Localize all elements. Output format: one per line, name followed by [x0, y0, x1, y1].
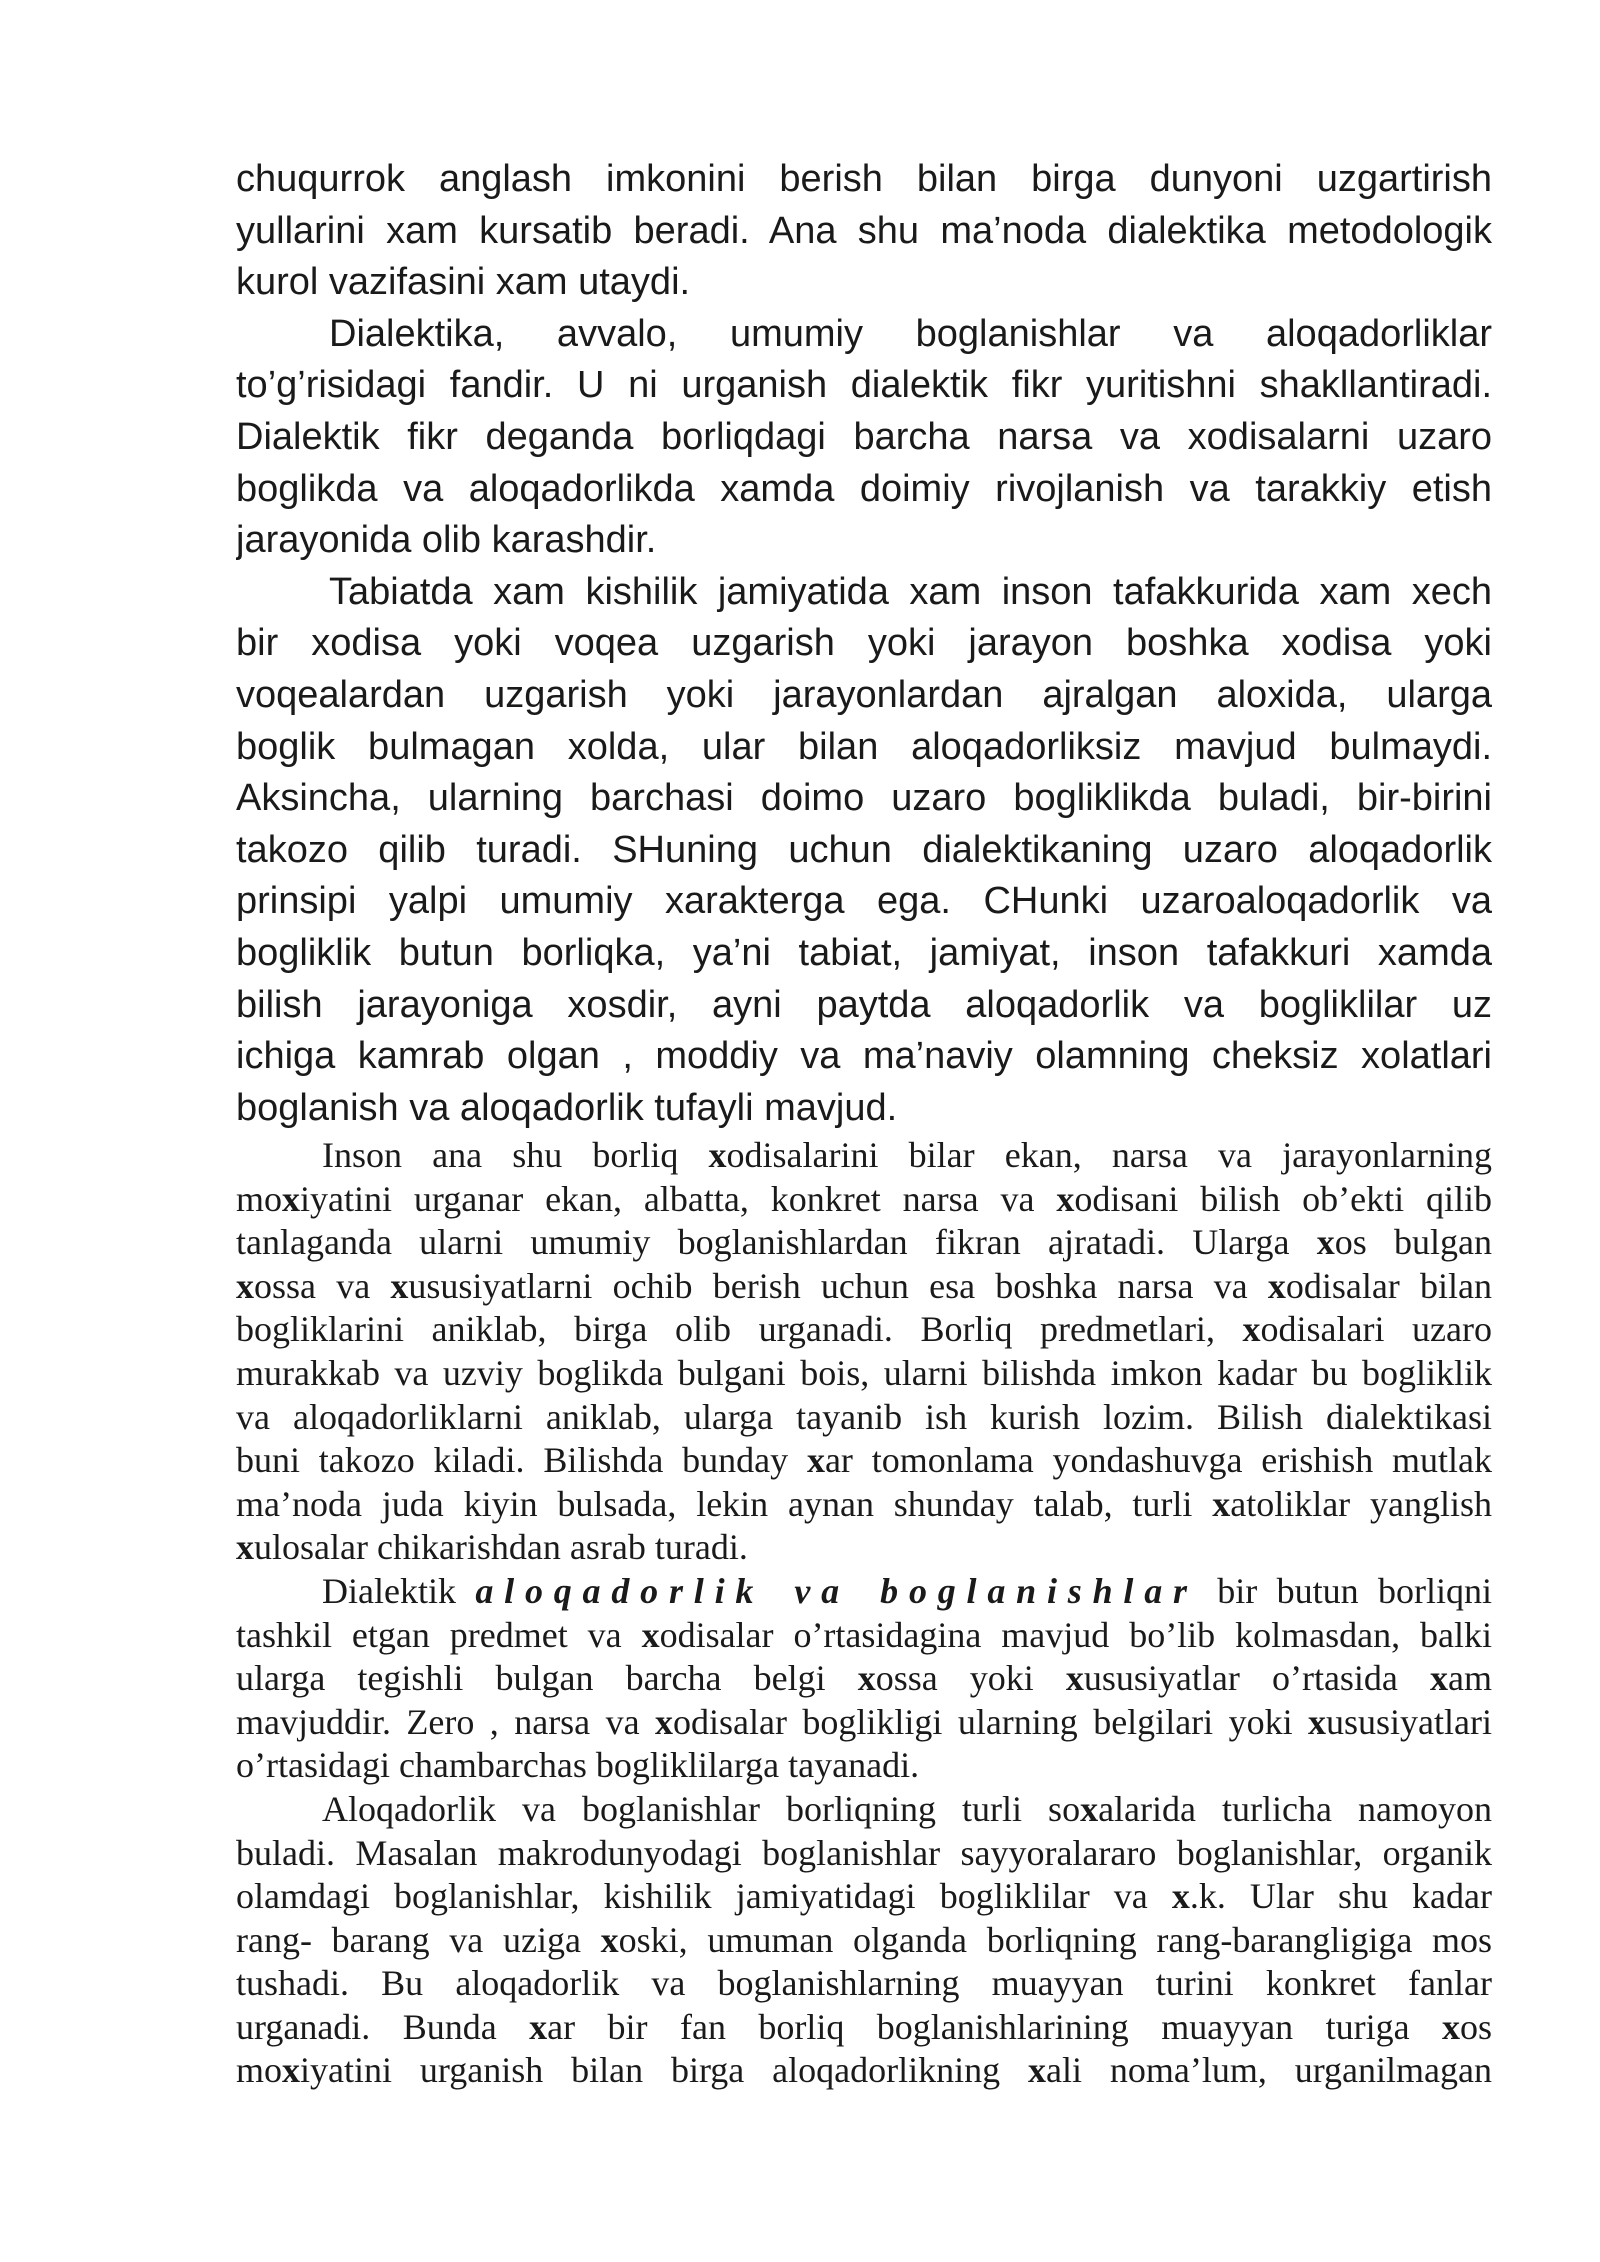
bold-letter: x — [857, 1658, 876, 1699]
text-line: moxiyatini urganish bilan birga aloqadorlikning xali noma’lum, urganilmagan — [236, 2050, 1492, 2091]
paragraph — [236, 567, 1492, 1135]
text-line: ichiga kamrab olgan , moddiy va ma’naviy olamning cheksiz xolatlari — [236, 1035, 1492, 1078]
text-line: Dialektik aloqadorlik va boglanishlar bir butun borliqni — [322, 1570, 1492, 1611]
bold-letter: x — [1316, 1222, 1335, 1263]
emphasized-term: aloqadorlik va boglanishlar — [475, 1570, 1198, 1611]
bold-letter: x — [1056, 1178, 1075, 1219]
text-line: Tabiatda xam kishilik jamiyatida xam inson tafakkurida xam xech — [329, 570, 1492, 613]
text-block-upper — [236, 154, 1492, 1134]
text-line: bilish jarayoniga xosdir, ayni paytda aloqadorlik va bogliklilar uz — [236, 983, 1492, 1026]
text-line: Inson ana shu borliq xodisalarini bilar ekan, narsa va jarayonlarning — [322, 1135, 1492, 1175]
paragraph — [236, 309, 1492, 567]
paragraph — [236, 1788, 1492, 2093]
bold-letter: x — [282, 2050, 301, 2091]
paragraph — [236, 1570, 1492, 1788]
text-line: yullarini xam kursatib beradi. Ana shu ma’noda dialektika metodologik — [236, 209, 1492, 252]
text-line: Dialektik fikr deganda borliqdagi barcha narsa va xodisalarni uzaro — [236, 415, 1492, 458]
text-line: ularga tegishli bulgan barcha belgi xossa yoki xususiyatlar o’rtasida xam — [236, 1658, 1492, 1699]
text-line: prinsipi yalpi umumiy xarakterga ega. CHunki uzaroaloqadorlik va — [236, 880, 1492, 923]
text-line: tushadi. Bu aloqadorlik va boglanishlarning muayyan turini konkret fanlar — [236, 1963, 1492, 2004]
text-line: buni takozo kiladi. Bilishda bunday xar tomonlama yondashuvga erishish mutlak — [236, 1440, 1492, 1481]
bold-letter: x — [1080, 1788, 1099, 1829]
text-line: tashkil etgan predmet va xodisalar o’rtasidagina mavjud bo’lib kolmasdan, balki — [236, 1614, 1492, 1655]
text-line: voqealardan uzgarish yoki jarayonlardan ajralgan aloxida, ularga — [236, 673, 1492, 716]
bold-letter: x — [1212, 1483, 1231, 1524]
text-line: Aloqadorlik va boglanishlar borliqning turli soxalarida turlicha namoyon — [322, 1788, 1492, 1829]
text-line: buladi. Masalan makrodunyodagi boglanishlar sayyoralararo boglanishlar, organik — [236, 1832, 1492, 1873]
paragraph — [236, 1134, 1492, 1570]
bold-letter: x — [390, 1265, 409, 1306]
bold-letter: x — [1430, 1658, 1449, 1699]
text-line: boglikda va aloqadorlikda xamda doimiy rivojlanish va tarakkiy etish — [236, 467, 1492, 510]
bold-letter: x — [1171, 1876, 1190, 1917]
bold-letter: x — [655, 1701, 673, 1742]
text-block-lower — [236, 1134, 1492, 2093]
bold-letter: x — [529, 2006, 548, 2047]
bold-letter: x — [1441, 2006, 1460, 2047]
text-line: bir xodisa yoki voqea uzgarish yoki jarayon boshka xodisa yoki — [236, 622, 1492, 665]
bold-letter: x — [236, 1527, 254, 1568]
text-line: boglanish va aloqadorlik tufayli mavjud. — [236, 1086, 898, 1129]
text-line: Dialektika, avvalo, umumiy boglanishlar va aloqadorliklar — [329, 312, 1492, 355]
bold-letter: x — [1308, 1701, 1327, 1742]
text-line: jarayonida olib karashdir. — [236, 519, 657, 562]
paragraph — [236, 154, 1492, 309]
bold-letter: x — [1267, 1265, 1286, 1306]
bold-letter: x — [641, 1614, 660, 1655]
text-line: moxiyatini urganar ekan, albatta, konkret narsa va xodisani bilish ob’ekti qilib — [236, 1178, 1492, 1219]
text-line: murakkab va uzviy boglikda bulgani bois, ularni bilishda imkon kadar bu bogliklik — [236, 1352, 1492, 1393]
text-line: takozo qilib turadi. SHuning uchun dialektikaning uzaro aloqadorlik — [236, 828, 1492, 871]
text-line: boglik bulmagan xolda, ular bilan aloqadorliksiz mavjud bulmaydi. — [236, 725, 1492, 768]
bold-letter: x — [806, 1440, 825, 1481]
text-line: chuqurrok anglash imkonini berish bilan birga dunyoni uzgartirish — [236, 158, 1492, 200]
text-line: o’rtasidagi chambarchas bogliklilarga tayanadi. — [236, 1745, 920, 1786]
text-line: urganadi. Bunda xar bir fan borliq boglanishlarining muayyan turiga xos — [236, 2006, 1492, 2047]
bold-letter: x — [236, 1265, 254, 1306]
bold-letter: x — [708, 1135, 727, 1175]
text-line: xulosalar chikarishdan asrab turadi. — [236, 1527, 748, 1568]
text-line: mavjuddir. Zero , narsa va xodisalar boglikligi ularning belgilari yoki xususiyatlari — [236, 1701, 1492, 1742]
bold-letter: x — [600, 1919, 619, 1960]
text-line: to’g’risidagi fandir. U ni urganish dialektik fikr yuritishni shakllantiradi. — [236, 364, 1492, 407]
bold-letter: x — [1065, 1658, 1084, 1699]
bold-letter: x — [1242, 1309, 1261, 1350]
text-line: tanlaganda ularni umumiy boglanishlardan fikran ajratadi. Ularga xos bulgan — [236, 1222, 1492, 1263]
text-line: xossa va xususiyatlarni ochib berish uchun esa boshka narsa va xodisalar bilan — [236, 1265, 1492, 1306]
text-line: va aloqadorliklarni aniklab, ularga tayanib ish kurish lozim. Bilish dialektikasi — [236, 1396, 1492, 1437]
text-line: rang- barang va uziga xoski, umuman olganda borliqning rang-barangligiga mos — [236, 1919, 1492, 1960]
bold-letter: x — [1028, 2050, 1046, 2091]
text-line: bogliklik butun borliqka, ya’ni tabiat, jamiyat, inson tafakkuri xamda — [236, 931, 1492, 974]
text-line: Aksincha, ularning barchasi doimo uzaro bogliklikda buladi, bir-birini — [236, 777, 1492, 820]
text-line: ma’noda juda kiyin bulsada, lekin aynan shunday talab, turli xatoliklar yanglish — [236, 1483, 1492, 1524]
text-line: kurol vazifasini xam utaydi. — [236, 261, 691, 304]
text-line: bogliklarini aniklab, birga olib urganadi. Borliq predmetlari, xodisalari uzaro — [236, 1309, 1492, 1350]
text-line: olamdagi boglanishlar, kishilik jamiyatidagi bogliklilar va x.k. Ular shu kadar — [236, 1876, 1492, 1917]
bold-letter: x — [282, 1178, 301, 1219]
